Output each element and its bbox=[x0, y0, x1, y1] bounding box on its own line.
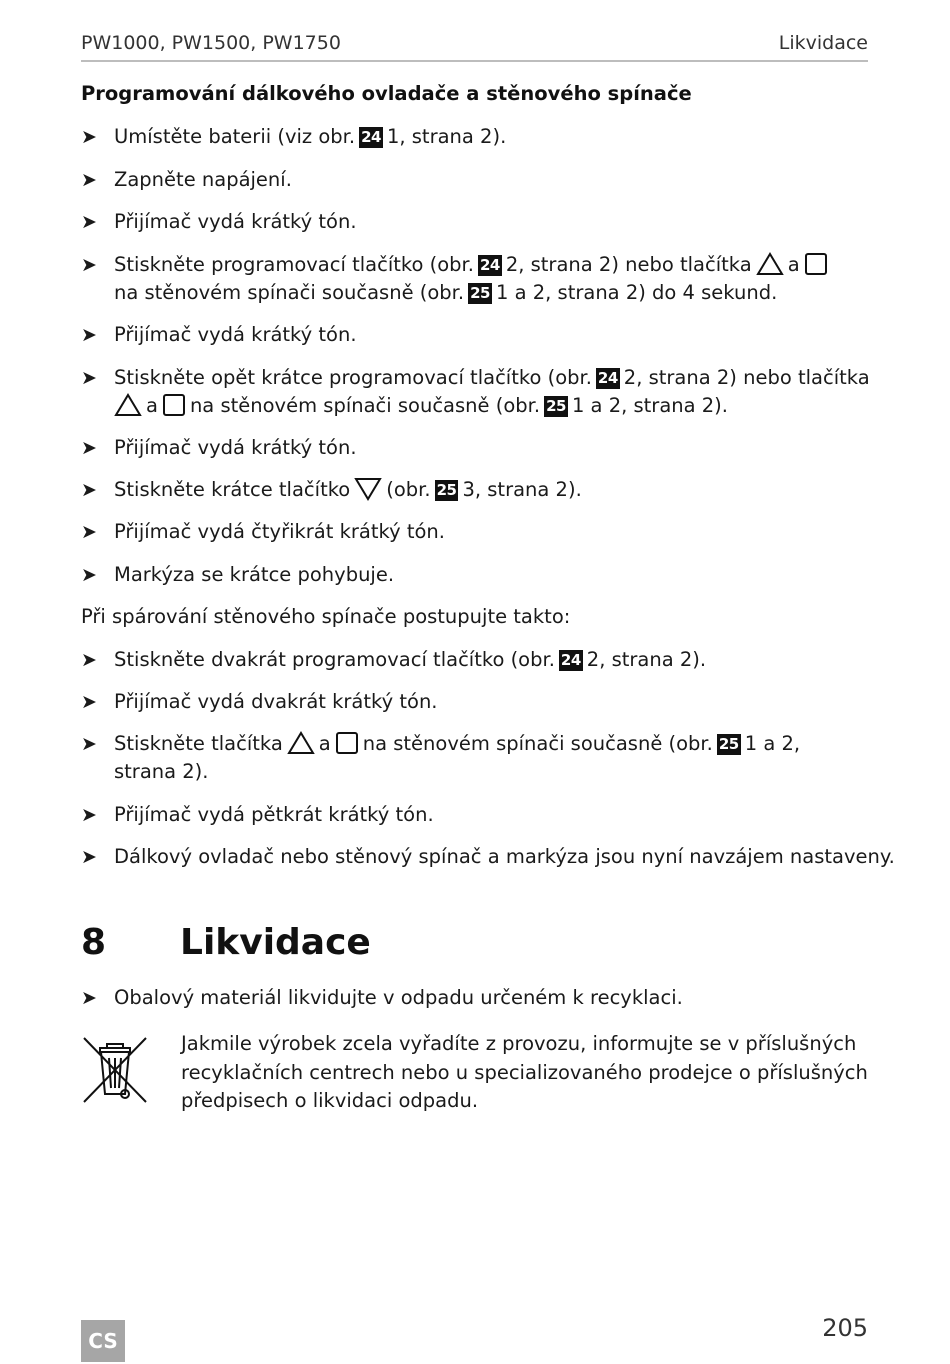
square-icon bbox=[162, 393, 186, 417]
page-number: 205 bbox=[822, 1314, 868, 1342]
arrow-bullet-icon: ➤ bbox=[81, 564, 97, 586]
figure-ref: 25 bbox=[718, 735, 739, 753]
arrow-bullet-icon: ➤ bbox=[81, 126, 97, 148]
arrow-bullet-icon: ➤ bbox=[81, 169, 97, 191]
arrow-bullet-icon: ➤ bbox=[81, 254, 97, 276]
square-icon bbox=[804, 252, 828, 276]
chapter-number: 8 bbox=[81, 922, 107, 963]
arrow-bullet-icon: ➤ bbox=[81, 367, 97, 389]
figure-ref: 25 bbox=[470, 284, 490, 302]
down-triangle-icon bbox=[354, 477, 382, 501]
figure-ref: 25 bbox=[436, 481, 457, 499]
up-triangle-icon bbox=[287, 731, 315, 755]
crossed-out-wheelie-bin-icon bbox=[80, 1034, 150, 1106]
figure-ref: 24 bbox=[597, 369, 618, 387]
figure-ref: 24 bbox=[560, 651, 581, 669]
arrow-bullet-icon: ➤ bbox=[81, 733, 97, 755]
arrow-bullet-icon: ➤ bbox=[81, 479, 97, 501]
arrow-bullet-icon: ➤ bbox=[81, 521, 97, 543]
arrow-bullet-icon: ➤ bbox=[81, 324, 97, 346]
up-triangle-icon bbox=[756, 252, 784, 276]
arrow-bullet-icon: ➤ bbox=[81, 987, 97, 1009]
figure-ref: 24 bbox=[479, 256, 500, 274]
arrow-bullet-icon: ➤ bbox=[81, 804, 97, 826]
figure-ref: 24 bbox=[361, 128, 381, 146]
header-section: Likvidace bbox=[778, 32, 868, 54]
arrow-bullet-icon: ➤ bbox=[81, 211, 97, 233]
chapter-title: Likvidace bbox=[180, 922, 371, 963]
pairing-intro: Při spárování stěnového spínače postupujte takto: bbox=[81, 605, 571, 628]
arrow-bullet-icon: ➤ bbox=[81, 846, 97, 868]
header-models: PW1000, PW1500, PW1750 bbox=[81, 32, 341, 54]
arrow-bullet-icon: ➤ bbox=[81, 691, 97, 713]
section-heading: Programování dálkového ovladače a stěnového spínače bbox=[81, 82, 692, 105]
page-header bbox=[81, 32, 868, 62]
square-icon bbox=[335, 731, 359, 755]
language-badge: CS bbox=[81, 1320, 125, 1362]
arrow-bullet-icon: ➤ bbox=[81, 437, 97, 459]
disposal-note: Jakmile výrobek zcela vyřadíte z provozu, informujte se v příslušných recyklačních centrech nebo u specializovaného prodejce o příslušných předpisech o likvidaci odpadu. bbox=[181, 1032, 868, 1112]
figure-ref: 25 bbox=[546, 397, 566, 415]
up-triangle-icon bbox=[114, 393, 142, 417]
arrow-bullet-icon: ➤ bbox=[81, 649, 97, 671]
